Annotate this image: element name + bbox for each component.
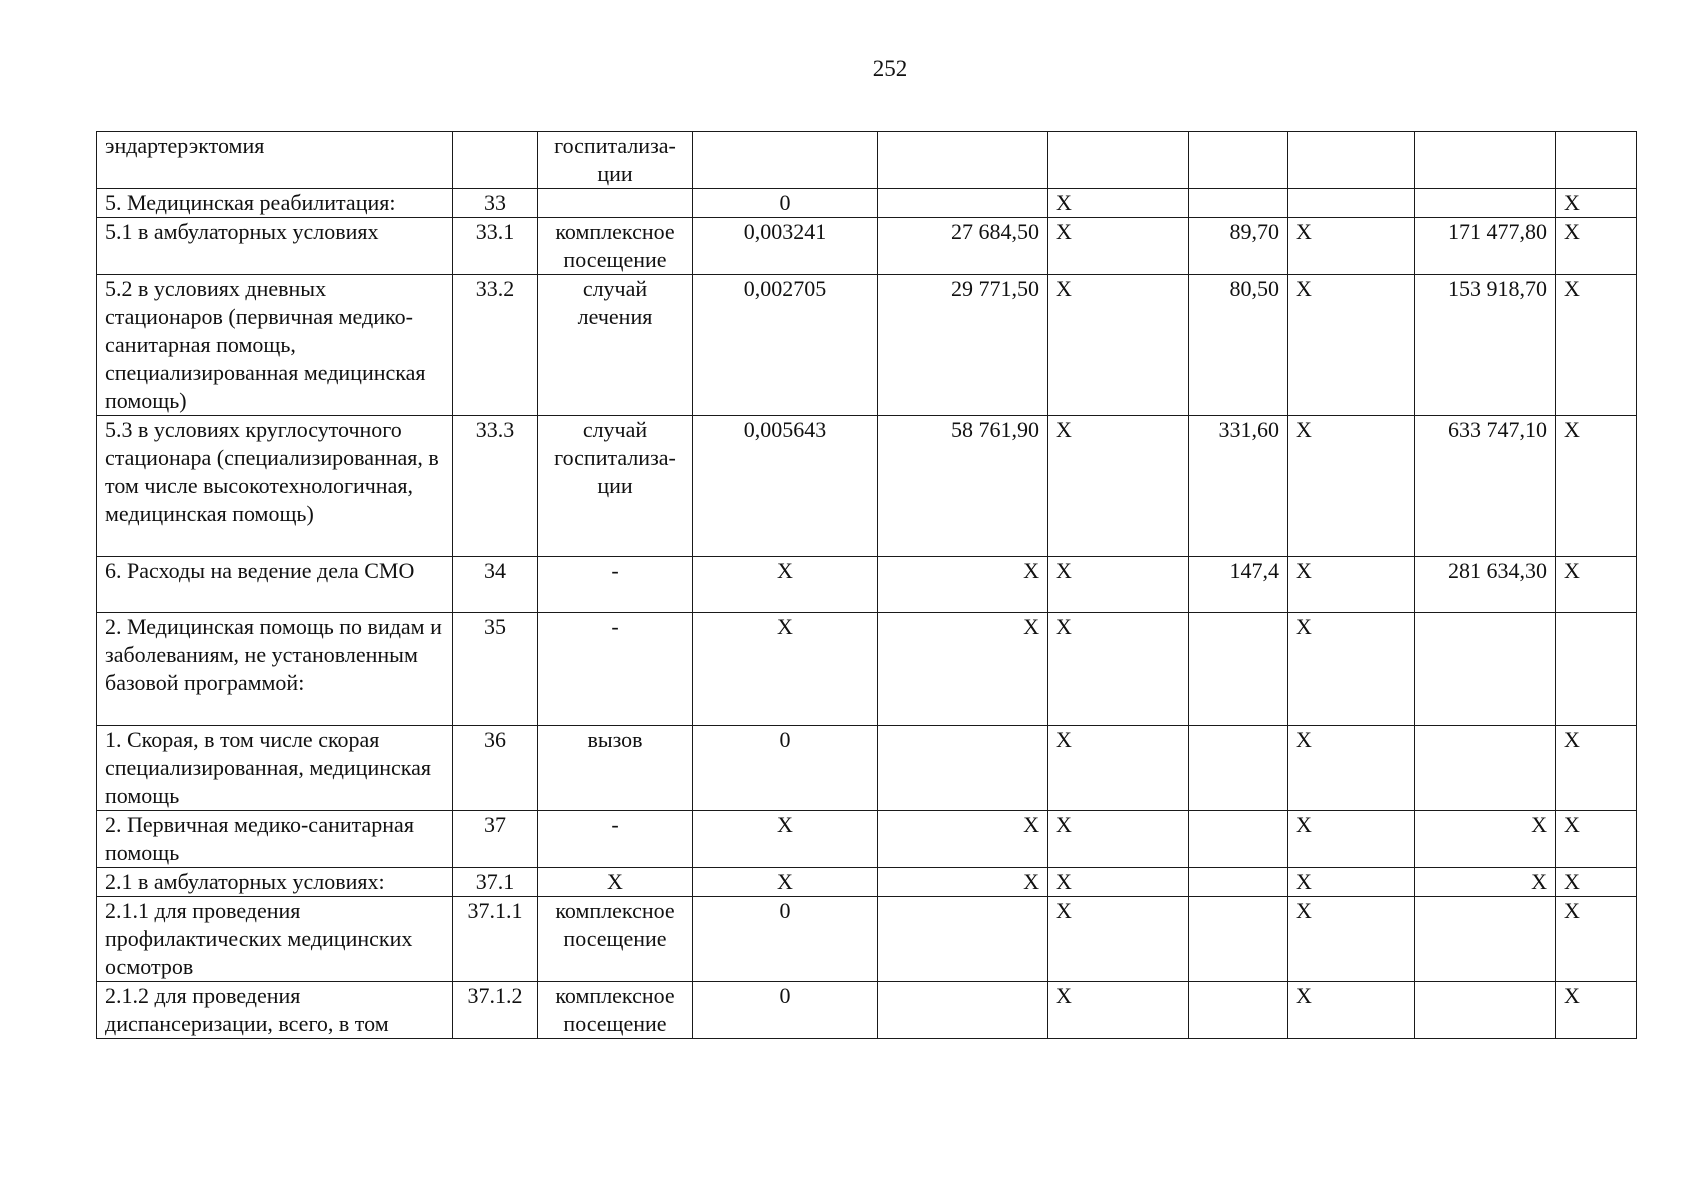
x-mark-cell: Х <box>1048 613 1189 726</box>
x-mark-cell: Х <box>1288 416 1415 557</box>
table-row <box>97 982 1637 1039</box>
total-sum-cell: 153 918,70 <box>1415 275 1556 416</box>
table-row <box>97 275 1637 416</box>
norm-cost-cell <box>878 132 1048 189</box>
norm-cost-cell <box>878 897 1048 982</box>
norm-cost-cell: Х <box>878 868 1048 897</box>
table-row <box>97 416 1637 557</box>
row-name-cell: 5.2 в условиях дневных стационаров (первичная медико-санитарная помощь, специализированная медицинская помощь) <box>97 275 453 416</box>
x-mark-cell <box>1048 132 1189 189</box>
x-mark-cell: Х <box>1048 868 1189 897</box>
norm-volume-cell: Х <box>693 613 878 726</box>
norm-cost-cell: 58 761,90 <box>878 416 1048 557</box>
row-number-cell: 35 <box>453 613 538 726</box>
unit-cell: случай госпитализа-ции <box>538 416 693 557</box>
unit-cell: комплексное посещение <box>538 897 693 982</box>
row-number-cell <box>453 132 538 189</box>
unit-cell: комплексное посещение <box>538 982 693 1039</box>
norm-cost-cell: Х <box>878 557 1048 613</box>
row-number-cell: 33.2 <box>453 275 538 416</box>
x-mark-cell: Х <box>1048 726 1189 811</box>
unit-cell: - <box>538 557 693 613</box>
row-number-cell: 37.1.2 <box>453 982 538 1039</box>
total-sum-cell: 281 634,30 <box>1415 557 1556 613</box>
norm-cost-cell: Х <box>878 613 1048 726</box>
per-capita-cell <box>1189 189 1288 218</box>
row-name-cell: 6. Расходы на ведение дела СМО <box>97 557 453 613</box>
x-mark-cell: Х <box>1048 189 1189 218</box>
table-row <box>97 897 1637 982</box>
norm-volume-cell: Х <box>693 557 878 613</box>
norm-volume-cell: 0 <box>693 897 878 982</box>
per-capita-cell: 331,60 <box>1189 416 1288 557</box>
x-mark-cell: Х <box>1048 275 1189 416</box>
norm-cost-cell: 29 771,50 <box>878 275 1048 416</box>
x-mark-cell: Х <box>1288 982 1415 1039</box>
row-number-cell: 36 <box>453 726 538 811</box>
data-table <box>96 131 1637 1039</box>
row-name-cell: 2. Медицинская помощь по видам и заболеваниям, не установленным базовой программой: <box>97 613 453 726</box>
norm-volume-cell: Х <box>693 868 878 897</box>
norm-volume-cell <box>693 132 878 189</box>
total-sum-cell <box>1415 189 1556 218</box>
per-capita-cell <box>1189 868 1288 897</box>
x-mark-cell: Х <box>1048 897 1189 982</box>
row-name-cell: 2. Первичная медико-санитарная помощь <box>97 811 453 868</box>
total-sum-cell: 171 477,80 <box>1415 218 1556 275</box>
x-mark-cell: Х <box>1048 416 1189 557</box>
table-row <box>97 189 1637 218</box>
total-sum-cell <box>1415 726 1556 811</box>
unit-cell: Х <box>538 868 693 897</box>
x-mark-cell: Х <box>1556 416 1637 557</box>
total-sum-cell <box>1415 132 1556 189</box>
row-number-cell: 37.1.1 <box>453 897 538 982</box>
norm-volume-cell: 0,003241 <box>693 218 878 275</box>
row-name-cell: 5. Медицинская реабилитация: <box>97 189 453 218</box>
row-number-cell: 33 <box>453 189 538 218</box>
table-row <box>97 557 1637 613</box>
x-mark-cell: Х <box>1048 557 1189 613</box>
x-mark-cell <box>1288 189 1415 218</box>
unit-cell: - <box>538 811 693 868</box>
norm-cost-cell <box>878 982 1048 1039</box>
norm-volume-cell: 0,002705 <box>693 275 878 416</box>
row-number-cell: 33.1 <box>453 218 538 275</box>
unit-cell: - <box>538 613 693 726</box>
norm-cost-cell <box>878 189 1048 218</box>
row-name-cell: 5.1 в амбулаторных условиях <box>97 218 453 275</box>
x-mark-cell <box>1288 132 1415 189</box>
per-capita-cell <box>1189 613 1288 726</box>
norm-volume-cell: 0 <box>693 189 878 218</box>
x-mark-cell: Х <box>1288 275 1415 416</box>
unit-cell: случай лечения <box>538 275 693 416</box>
row-name-cell: 2.1 в амбулаторных условиях: <box>97 868 453 897</box>
table-row <box>97 811 1637 868</box>
norm-volume-cell: 0,005643 <box>693 416 878 557</box>
total-sum-cell: 633 747,10 <box>1415 416 1556 557</box>
x-mark-cell: Х <box>1048 811 1189 868</box>
per-capita-cell <box>1189 897 1288 982</box>
unit-cell <box>538 189 693 218</box>
x-mark-cell: Х <box>1556 275 1637 416</box>
unit-cell: комплексное посещение <box>538 218 693 275</box>
row-number-cell: 34 <box>453 557 538 613</box>
norm-volume-cell: 0 <box>693 982 878 1039</box>
x-mark-cell: Х <box>1288 726 1415 811</box>
norm-cost-cell: 27 684,50 <box>878 218 1048 275</box>
row-name-cell: эндартерэктомия <box>97 132 453 189</box>
norm-cost-cell <box>878 726 1048 811</box>
per-capita-cell <box>1189 726 1288 811</box>
x-mark-cell: Х <box>1288 811 1415 868</box>
norm-volume-cell: 0 <box>693 726 878 811</box>
table-row <box>97 613 1637 726</box>
row-number-cell: 33.3 <box>453 416 538 557</box>
total-sum-cell <box>1415 897 1556 982</box>
row-name-cell: 2.1.1 для проведения профилактических медицинских осмотров <box>97 897 453 982</box>
per-capita-cell: 89,70 <box>1189 218 1288 275</box>
table-row <box>97 868 1637 897</box>
x-mark-cell: Х <box>1048 982 1189 1039</box>
unit-cell: госпитализа-ции <box>538 132 693 189</box>
norm-cost-cell: Х <box>878 811 1048 868</box>
per-capita-cell <box>1189 811 1288 868</box>
x-mark-cell: Х <box>1288 218 1415 275</box>
x-mark-cell: Х <box>1556 811 1637 868</box>
x-mark-cell: Х <box>1288 868 1415 897</box>
total-sum-cell <box>1415 982 1556 1039</box>
x-mark-cell: Х <box>1556 982 1637 1039</box>
row-number-cell: 37.1 <box>453 868 538 897</box>
per-capita-cell <box>1189 132 1288 189</box>
row-name-cell: 5.3 в условиях круглосуточного стационара (специализированная, в том числе высокотехнологичная, медицинская помощь) <box>97 416 453 557</box>
x-mark-cell: Х <box>1556 897 1637 982</box>
table-row <box>97 726 1637 811</box>
x-mark-cell: Х <box>1288 557 1415 613</box>
x-mark-cell: Х <box>1556 868 1637 897</box>
x-mark-cell: Х <box>1556 189 1637 218</box>
x-mark-cell: Х <box>1288 897 1415 982</box>
x-mark-cell: Х <box>1288 613 1415 726</box>
per-capita-cell <box>1189 982 1288 1039</box>
x-mark-cell: Х <box>1556 218 1637 275</box>
table-row <box>97 132 1637 189</box>
row-number-cell: 37 <box>453 811 538 868</box>
unit-cell: вызов <box>538 726 693 811</box>
page-number: 252 <box>872 56 908 81</box>
x-mark-cell <box>1556 613 1637 726</box>
total-sum-cell: Х <box>1415 868 1556 897</box>
total-sum-cell: Х <box>1415 811 1556 868</box>
row-name-cell: 2.1.2 для проведения диспансеризации, всего, в том <box>97 982 453 1039</box>
per-capita-cell: 80,50 <box>1189 275 1288 416</box>
total-sum-cell <box>1415 613 1556 726</box>
norm-volume-cell: Х <box>693 811 878 868</box>
x-mark-cell: Х <box>1048 218 1189 275</box>
table-row <box>97 218 1637 275</box>
x-mark-cell <box>1556 132 1637 189</box>
per-capita-cell: 147,4 <box>1189 557 1288 613</box>
x-mark-cell: Х <box>1556 726 1637 811</box>
x-mark-cell: Х <box>1556 557 1637 613</box>
row-name-cell: 1. Скорая, в том числе скорая специализированная, медицинская помощь <box>97 726 453 811</box>
